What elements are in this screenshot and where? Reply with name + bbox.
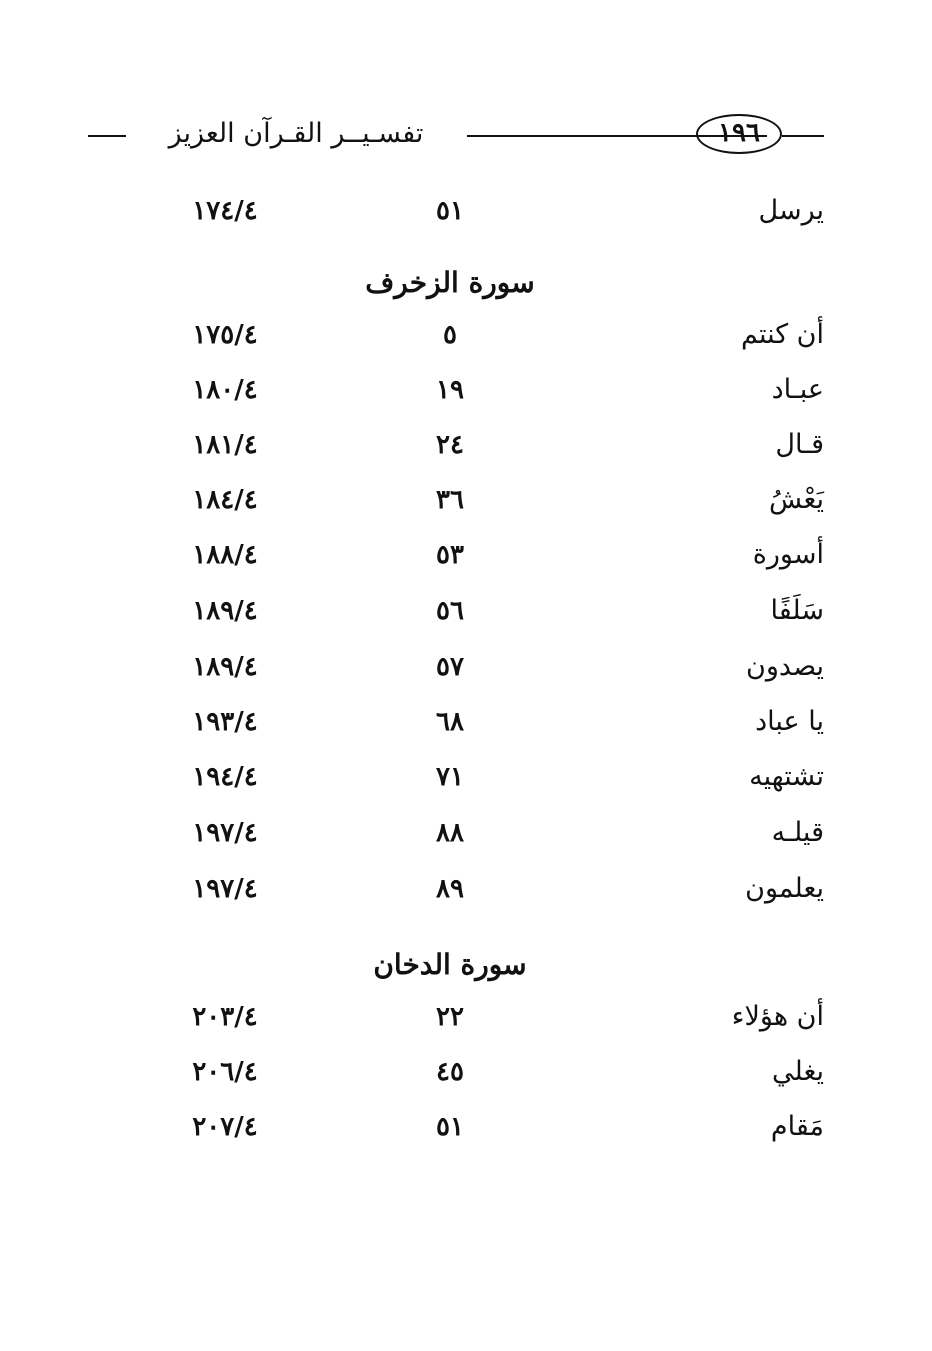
entry-verse: ٥١ — [436, 1112, 464, 1142]
entry-reference: ١٩٤/٤ — [192, 762, 258, 792]
entry-word: مَقام — [770, 1111, 824, 1142]
section-title: سورة الدخان — [373, 948, 527, 981]
index-row — [0, 420, 932, 470]
entry-reference: ١٩٣/٤ — [192, 707, 258, 737]
entry-verse: ٢٤ — [436, 430, 464, 460]
section-title: سورة الزخرف — [365, 266, 535, 299]
entry-reference: ١٨٨/٤ — [192, 540, 258, 570]
entry-reference: ١٨٩/٤ — [192, 652, 258, 682]
entry-reference: ١٨١/٤ — [192, 430, 258, 460]
index-row — [0, 992, 932, 1042]
entry-word: تشتهيه — [749, 761, 824, 792]
entry-reference: ١٨٩/٤ — [192, 596, 258, 626]
entry-word: يا عباد — [755, 706, 824, 737]
header-rule-right — [782, 135, 824, 137]
index-row — [0, 864, 932, 914]
index-row — [0, 752, 932, 802]
index-row — [0, 475, 932, 525]
entry-reference: ٢٠٣/٤ — [192, 1002, 258, 1032]
entry-verse: ٧١ — [436, 762, 464, 792]
entry-verse: ٣٦ — [436, 485, 464, 515]
entry-verse: ١٩ — [436, 375, 464, 405]
index-row — [0, 530, 932, 580]
entry-reference: ٢٠٦/٤ — [192, 1057, 258, 1087]
entry-reference: ١٧٤/٤ — [192, 196, 258, 226]
entry-reference: ١٩٧/٤ — [192, 818, 258, 848]
index-row — [0, 697, 932, 747]
entry-reference: ١٧٥/٤ — [192, 320, 258, 350]
entry-word: أسورة — [752, 539, 824, 570]
entry-reference: ٢٠٧/٤ — [192, 1112, 258, 1142]
entry-word: سَلَفًا — [770, 595, 824, 626]
entry-word: يَعْشُ — [769, 484, 824, 515]
header-rule-left — [88, 135, 126, 137]
page-header — [82, 108, 828, 164]
entry-verse: ٥٦ — [436, 596, 464, 626]
entry-word: أن هؤلاء — [731, 1001, 824, 1032]
entry-word: أن كنتم — [740, 319, 824, 350]
entry-verse: ٥ — [443, 320, 457, 350]
entry-word: قـال — [775, 429, 824, 460]
entry-word: عبـاد — [771, 374, 824, 405]
index-row — [0, 586, 932, 636]
index-row — [0, 310, 932, 360]
entry-verse: ٥١ — [436, 196, 464, 226]
index-row — [0, 365, 932, 415]
entry-word: يعلمون — [745, 873, 824, 904]
entry-verse: ٨٨ — [436, 818, 464, 848]
entry-word: يغلي — [772, 1056, 824, 1087]
entry-verse: ٢٢ — [436, 1002, 464, 1032]
index-row — [0, 1047, 932, 1097]
index-row — [0, 186, 932, 236]
entry-verse: ٤٥ — [436, 1057, 464, 1087]
index-row — [0, 1102, 932, 1152]
entry-reference: ١٩٧/٤ — [192, 874, 258, 904]
entry-reference: ١٨٤/٤ — [192, 485, 258, 515]
entry-word: يرسل — [758, 195, 824, 226]
entry-verse: ٥٣ — [436, 540, 464, 570]
entry-reference: ١٨٠/٤ — [192, 375, 258, 405]
entry-verse: ٨٩ — [436, 874, 464, 904]
book-title: تفسـيــر القـرآن العزيز — [168, 118, 424, 149]
entry-verse: ٥٧ — [436, 652, 464, 682]
entry-verse: ٦٨ — [436, 707, 464, 737]
page-number: ١٩٦ — [696, 114, 782, 154]
entry-word: يصدون — [746, 651, 824, 682]
entry-word: قيلـه — [771, 817, 824, 848]
index-row — [0, 808, 932, 858]
index-row — [0, 642, 932, 692]
